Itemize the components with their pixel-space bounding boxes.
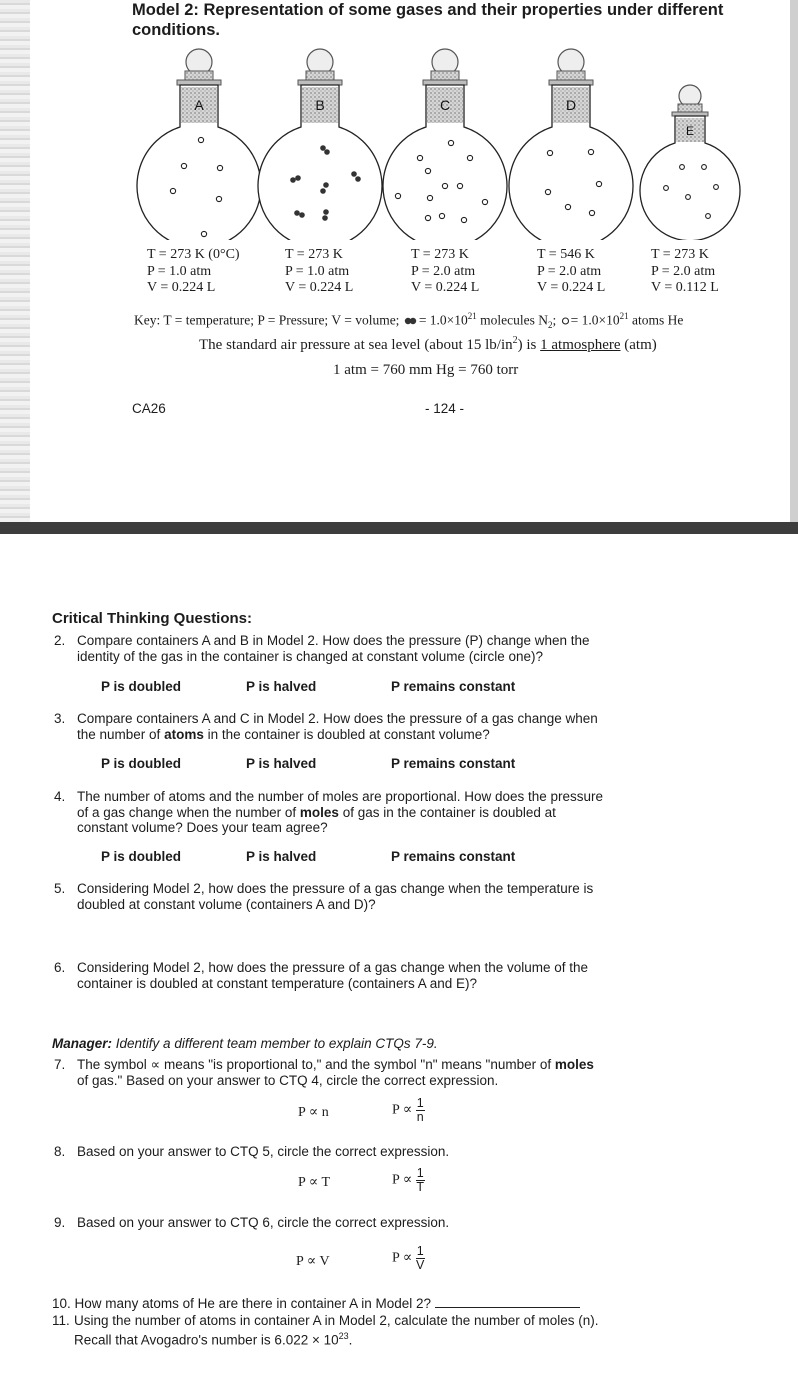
he-atom-icon: [560, 316, 571, 326]
conditions-b: [285, 247, 353, 297]
key-separator: ;: [552, 312, 557, 328]
question-text: [77, 805, 752, 821]
page-divider: [0, 522, 798, 534]
question-number: 10.: [52, 1296, 71, 1311]
question-text: Considering Model 2, how does the pressure of a gas change when the temperature is: [77, 881, 594, 896]
he-atom: [217, 165, 222, 170]
flask-label-b: B: [315, 97, 325, 113]
question-text: [74, 1329, 772, 1348]
he-atom: [482, 199, 487, 204]
q4-option-constant[interactable]: P remains constant: [391, 849, 516, 864]
question-text: How many atoms of He are there in container A in Model 2?: [74, 1296, 431, 1311]
ctq-heading: Critical Thinking Questions:: [52, 610, 253, 627]
scan-edge: [0, 0, 30, 522]
he-atom: [588, 149, 593, 154]
atmosphere-term: 1 atmosphere: [540, 337, 621, 353]
question-text: doubled at constant volume (containers A and D)?: [77, 896, 376, 912]
question-number: 8.: [54, 1144, 66, 1159]
question-8: [52, 1144, 752, 1160]
pressure-value: P = 2.0 atm: [411, 263, 476, 279]
he-atom: [565, 204, 570, 209]
flask-rim: [298, 80, 342, 85]
question-6: [52, 960, 752, 991]
volume-value: V = 0.224 L: [537, 280, 606, 295]
flask-d: [509, 49, 633, 240]
fraction-denominator: T: [416, 1180, 425, 1194]
fraction-denominator: V: [416, 1258, 425, 1272]
footer-code: CA26: [132, 401, 166, 416]
expr-lhs: P ∝: [392, 1250, 413, 1266]
standard-pressure-note: [199, 335, 657, 354]
q8-option-inverse[interactable]: [392, 1167, 425, 1194]
volume-value: V = 0.224 L: [411, 280, 480, 295]
emphasis-atoms: atoms: [164, 726, 204, 742]
he-atom: [425, 168, 430, 173]
q7-option-inverse[interactable]: [392, 1097, 425, 1124]
question-4: [52, 789, 752, 836]
he-atom: [198, 137, 203, 142]
flask-a: [137, 49, 261, 240]
question-text: [77, 727, 752, 743]
pressure-value: P = 1.0 atm: [147, 263, 212, 279]
question-number: 3.: [54, 711, 66, 726]
std-pressure-exponent: 2: [512, 335, 518, 346]
question-number: 11.: [52, 1313, 70, 1328]
volume-value: V = 0.112 L: [651, 280, 719, 295]
scan-edge-right: [790, 0, 798, 522]
question-5: [52, 881, 752, 912]
conditions-c: [411, 247, 479, 297]
page-number: - 124 -: [425, 401, 465, 416]
flask-b: [258, 49, 382, 240]
q7-option-direct[interactable]: P ∝ n: [298, 1105, 329, 1120]
model-title-line1: Model 2: Representation of some gases and their properties under different: [132, 1, 724, 19]
model-page: [0, 0, 798, 522]
he-atom: [439, 213, 444, 218]
he-atom: [686, 195, 691, 200]
flask-label-e: E: [685, 124, 695, 138]
stopper-neck: [678, 104, 702, 112]
question-text: Considering Model 2, how does the pressure of a gas change when the volume of the: [77, 960, 589, 975]
stopper-neck: [557, 71, 585, 80]
he-atom: [216, 196, 221, 201]
q2-option-doubled[interactable]: P is doubled: [101, 679, 182, 694]
conditions-e: [651, 247, 719, 297]
flask-diagram: [130, 40, 770, 240]
legend-key: [134, 308, 683, 334]
he-atom: [714, 185, 719, 190]
key-prefix: Key: T = temperature; P = Pressure; V = volume;: [134, 312, 400, 328]
he-atom: [417, 155, 422, 160]
question-text: Based on your answer to CTQ 5, circle the correct expression.: [77, 1144, 450, 1159]
question-text: identity of the gas in the container is changed at constant volume (circle one)?: [77, 648, 544, 664]
expr-lhs: P ∝: [392, 1172, 413, 1188]
q2-option-constant[interactable]: P remains constant: [391, 679, 516, 694]
question-number: 7.: [54, 1057, 66, 1072]
avogadro-exponent: 23: [338, 1330, 349, 1341]
fraction-numerator: 1: [416, 1166, 424, 1180]
question-text: Using the number of atoms in container A in Model 2, calculate the number of moles (n).: [74, 1313, 599, 1328]
manager-label: Manager:: [52, 1036, 113, 1051]
q4-option-halved[interactable]: P is halved: [246, 849, 317, 864]
manager-text: Identify a different team member to explain CTQs 7-9.: [115, 1036, 438, 1051]
he-atom: [589, 210, 594, 215]
atm-equivalence: 1 atm = 760 mm Hg = 760 torr: [333, 362, 519, 378]
expr-lhs: P ∝: [392, 1102, 413, 1118]
key-he-unit: atoms He: [632, 312, 684, 328]
std-pressure-text-2: ) is: [517, 337, 537, 353]
question-number: 5.: [54, 881, 66, 896]
he-atom: [461, 217, 466, 222]
proportional-symbol: ∝: [150, 1057, 161, 1072]
temperature-value: T = 273 K (0°C): [147, 247, 240, 262]
text-run: The symbol: [77, 1057, 147, 1072]
question-number: 4.: [54, 789, 66, 804]
he-atom: [201, 231, 206, 236]
he-atom: [664, 186, 669, 191]
he-atom: [181, 163, 186, 168]
q3-option-doubled[interactable]: P is doubled: [101, 756, 182, 771]
flask-rim: [177, 80, 221, 85]
conditions-a: [147, 247, 240, 297]
question-2: [52, 633, 752, 664]
question-11: [52, 1313, 772, 1348]
q8-option-direct[interactable]: P ∝ T: [298, 1175, 331, 1190]
std-pressure-text: The standard air pressure at sea level (about 15 lb/in: [199, 337, 513, 353]
q2-option-halved[interactable]: P is halved: [246, 679, 317, 694]
volume-value: V = 0.224 L: [147, 280, 216, 295]
fraction: [416, 1097, 425, 1124]
question-text: Compare containers A and B in Model 2. How does the pressure (P) change when the: [77, 633, 590, 648]
questions-page: [0, 534, 798, 1398]
key-n2-subscript: 2: [548, 320, 553, 331]
he-atom: [457, 183, 462, 188]
q3-option-constant[interactable]: P remains constant: [391, 756, 516, 771]
flask-rim: [549, 80, 593, 85]
text-run: .: [348, 1332, 353, 1347]
stopper-neck: [185, 71, 213, 80]
flask-e: [640, 85, 740, 240]
he-atom: [427, 195, 432, 200]
flask-c: [383, 49, 507, 240]
he-atom: [448, 140, 453, 145]
question-10: [52, 1293, 580, 1312]
key-he-value: = 1.0×10: [570, 312, 620, 328]
he-atom: [170, 188, 175, 193]
text-run: the number of: [77, 726, 161, 742]
question-9: [52, 1215, 752, 1231]
pressure-value: P = 2.0 atm: [651, 263, 716, 279]
question-number: 6.: [54, 960, 66, 975]
pressure-value: P = 1.0 atm: [285, 263, 350, 279]
q9-option-inverse[interactable]: [392, 1245, 425, 1272]
question-text: Compare containers A and C in Model 2. How does the pressure of a gas change when: [77, 711, 598, 726]
flask-label-d: D: [565, 97, 577, 113]
model-title-line2: conditions.: [132, 21, 220, 39]
question-3: [52, 711, 752, 742]
flask-rim: [423, 80, 467, 85]
temperature-value: T = 273 K: [411, 247, 469, 262]
conditions-d: [537, 247, 605, 297]
question-number: 2.: [54, 633, 66, 648]
emphasis-moles: moles: [299, 804, 339, 820]
key-n2-value: = 1.0×10: [418, 312, 468, 328]
model-title: [132, 0, 752, 40]
flask-label-a: A: [194, 97, 204, 113]
he-atom: [680, 165, 685, 170]
temperature-value: T = 273 K: [651, 247, 709, 262]
flask-label-c: C: [439, 97, 451, 113]
he-atom: [395, 193, 400, 198]
stopper-neck: [431, 71, 459, 80]
key-n2-exponent: 21: [467, 311, 477, 321]
text-run: in the container is doubled at constant volume?: [207, 726, 490, 742]
manager-instruction: [52, 1036, 438, 1052]
he-atom: [442, 183, 447, 188]
question-text: of gas." Based on your answer to CTQ 4, circle the correct expression.: [77, 1072, 499, 1088]
fraction-numerator: 1: [416, 1244, 424, 1258]
temperature-value: T = 546 K: [537, 247, 595, 262]
q3-option-halved[interactable]: P is halved: [246, 756, 317, 771]
std-pressure-text-3: (atm): [624, 337, 657, 353]
he-atom: [706, 214, 711, 219]
he-atom: [702, 165, 707, 170]
question-7: [52, 1057, 752, 1088]
pressure-value: P = 2.0 atm: [537, 263, 602, 279]
fraction-denominator: n: [416, 1110, 424, 1124]
fraction: [416, 1245, 425, 1272]
he-atom: [545, 189, 550, 194]
question-text: constant volume? Does your team agree?: [77, 820, 328, 835]
q9-option-direct[interactable]: P ∝ V: [296, 1254, 330, 1269]
key-n2-unit: molecules N: [480, 312, 549, 328]
answer-blank[interactable]: [435, 1293, 580, 1308]
q4-option-doubled[interactable]: P is doubled: [101, 849, 182, 864]
he-atom: [467, 155, 472, 160]
question-text: [77, 1057, 752, 1073]
question-text: container is doubled at constant temperature (containers A and E)?: [77, 975, 477, 991]
he-atom: [547, 150, 552, 155]
n2-molecule-icon: [403, 316, 419, 326]
text-run: of a gas change when the number of: [77, 804, 297, 820]
he-atom: [425, 215, 430, 220]
stopper-neck: [306, 71, 334, 80]
text-run: means "is proportional to," and the symbol "n" means "number of: [163, 1057, 552, 1072]
fraction-numerator: 1: [416, 1096, 424, 1110]
question-text: Based on your answer to CTQ 6, circle the correct expression.: [77, 1215, 450, 1230]
he-atom: [596, 181, 601, 186]
fraction: [416, 1167, 425, 1194]
question-number: 9.: [54, 1215, 66, 1230]
volume-value: V = 0.224 L: [285, 280, 354, 295]
emphasis-moles: moles: [554, 1057, 594, 1072]
temperature-value: T = 273 K: [285, 247, 343, 262]
question-text: The number of atoms and the number of moles are proportional. How does the pressure: [77, 789, 604, 804]
key-he-exponent: 21: [619, 311, 629, 321]
text-run: Recall that Avogadro's number is 6.022 × 10: [74, 1332, 339, 1347]
text-run: of gas in the container is doubled at: [342, 804, 556, 820]
